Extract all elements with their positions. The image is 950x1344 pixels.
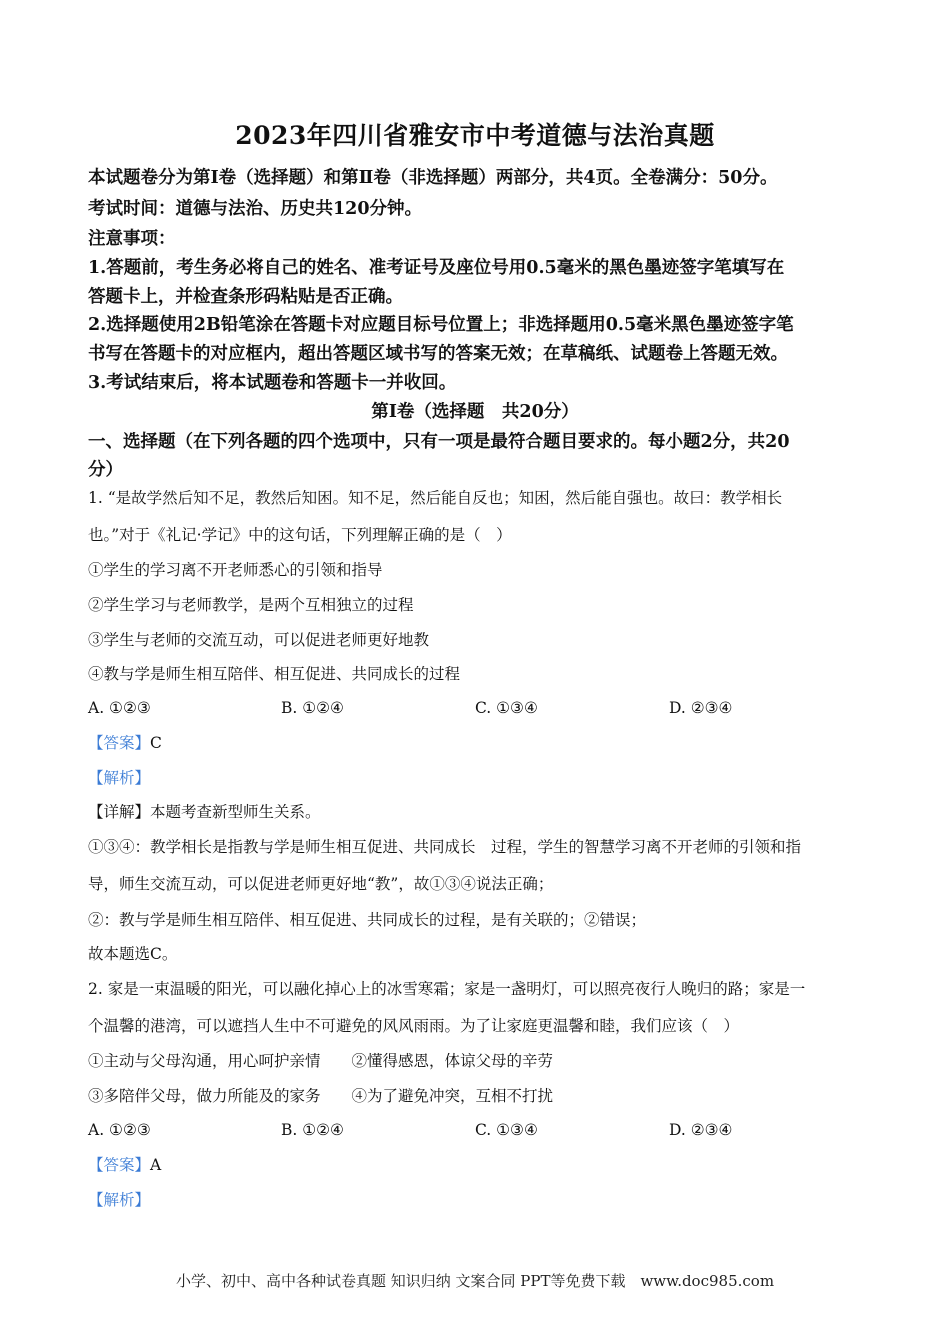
note-1-line-1: 1.答题前，考生务必将自己的姓名、准考证号及座位号用0.5毫米的黑色墨迹签字笔填写在: [88, 258, 785, 278]
analysis-tag: 【解析】: [88, 1191, 151, 1209]
q2-statements-3-4: ③多陪伴父母，做力所能及的家务 ④为了避免冲突，互相不打扰: [88, 1087, 554, 1105]
exam-time: 考试时间：道德与法治、历史共120分钟。: [88, 199, 423, 219]
q1-explanation-line-2: 导，师生交流互动，可以促进老师更好地“教”，故①③④说法正确；: [88, 875, 554, 893]
q2-option-c: C. ①③④: [475, 1121, 538, 1139]
q1-option-c: C. ①③④: [475, 699, 538, 717]
q2-analysis: [88, 1189, 878, 1211]
q2-options: [88, 1119, 868, 1141]
q1-options: [88, 697, 868, 719]
q1-analysis: [88, 767, 878, 789]
q2-option-d: D. ②③④: [669, 1121, 733, 1139]
note-2-line-2: 书写在答题卡的对应框内，超出答题区域书写的答案无效；在草稿纸、试题卷上答题无效。: [88, 344, 788, 364]
q1-explanation-2: ②：教与学是师生相互陪伴、相互促进、共同成长的过程，是有关联的；②错误；: [88, 911, 647, 929]
q2-answer: [88, 1154, 878, 1176]
q1-statement-3: ③学生与老师的交流互动，可以促进老师更好地教: [88, 631, 430, 649]
page-footer: 小学、初中、高中各种试卷真题 知识归纳 文案合同 PPT等免费下载 www.doc985.com: [175, 1272, 775, 1290]
detail-text: 本题考查新型师生关系。: [150, 803, 321, 821]
q1-detail: [88, 801, 878, 823]
section-heading-line-1: 一、选择题（在下列各题的四个选项中，只有一项是最符合题目要求的。每小题2分，共20: [88, 432, 790, 452]
detail-tag: 【详解】: [88, 803, 151, 821]
note-2-line-1: 2.选择题使用2B铅笔涂在答题卡对应题目标号位置上；非选择题用0.5毫米黑色墨迹签字笔: [88, 315, 794, 335]
q1-option-a: A. ①②③: [88, 699, 151, 717]
q1-conclusion: 故本题选C。: [88, 945, 178, 963]
page-title: 2023年四川省雅安市中考道德与法治真题: [235, 121, 715, 150]
q1-option-b: B. ①②④: [281, 699, 344, 717]
exam-intro: 本试题卷分为第Ⅰ卷（选择题）和第Ⅱ卷（非选择题）两部分，共4页。全卷满分：50分。: [88, 168, 778, 188]
section-heading-line-2: 分）: [88, 460, 123, 480]
answer-value: A: [150, 1156, 162, 1174]
q1-statement-1: ①学生的学习离不开老师悉心的引领和指导: [88, 561, 383, 579]
q1-explanation-line-1: ①③④：教学相长是指教与学是师生相互促进、共同成长 过程，学生的智慧学习离不开老师的引领和指: [88, 838, 802, 856]
analysis-tag: 【解析】: [88, 769, 151, 787]
q1-stem-line-1: 1. “是故学然后知不足，教然后知困。知不足，然后能自反也；知困，然后能自强也。故曰：教学相长: [88, 489, 783, 507]
q1-stem-line-2: 也。”对于《礼记·学记》中的这句话，下列理解正确的是（ ）: [88, 526, 512, 544]
q1-statement-2: ②学生学习与老师教学，是两个互相独立的过程: [88, 596, 414, 614]
note-1-line-2: 答题卡上，并检查条形码粘贴是否正确。: [88, 287, 403, 307]
answer-tag: 【答案】: [88, 734, 151, 752]
q2-option-b: B. ①②④: [281, 1121, 344, 1139]
note-3: 3.考试结束后，将本试题卷和答题卡一并收回。: [88, 373, 457, 393]
notes-heading: 注意事项：: [88, 229, 176, 249]
q1-statement-4: ④教与学是师生相互陪伴、相互促进、共同成长的过程: [88, 665, 461, 683]
section-title: 第Ⅰ卷（选择题 共20分）: [371, 402, 579, 422]
q2-stem-line-1: 2. 家是一束温暖的阳光，可以融化掉心上的冰雪寒霜；家是一盏明灯，可以照亮夜行人晚归的路；家是一: [88, 980, 806, 998]
q1-option-d: D. ②③④: [669, 699, 733, 717]
q2-option-a: A. ①②③: [88, 1121, 151, 1139]
q2-statements-1-2: ①主动与父母沟通，用心呵护亲情 ②懂得感恩，体谅父母的辛劳: [88, 1052, 554, 1070]
q1-answer: [88, 732, 878, 754]
q2-stem-line-2: 个温馨的港湾，可以遮挡人生中不可避免的风风雨雨。为了让家庭更温馨和睦，我们应该（ ）: [88, 1017, 740, 1035]
answer-tag: 【答案】: [88, 1156, 151, 1174]
answer-value: C: [150, 734, 162, 752]
